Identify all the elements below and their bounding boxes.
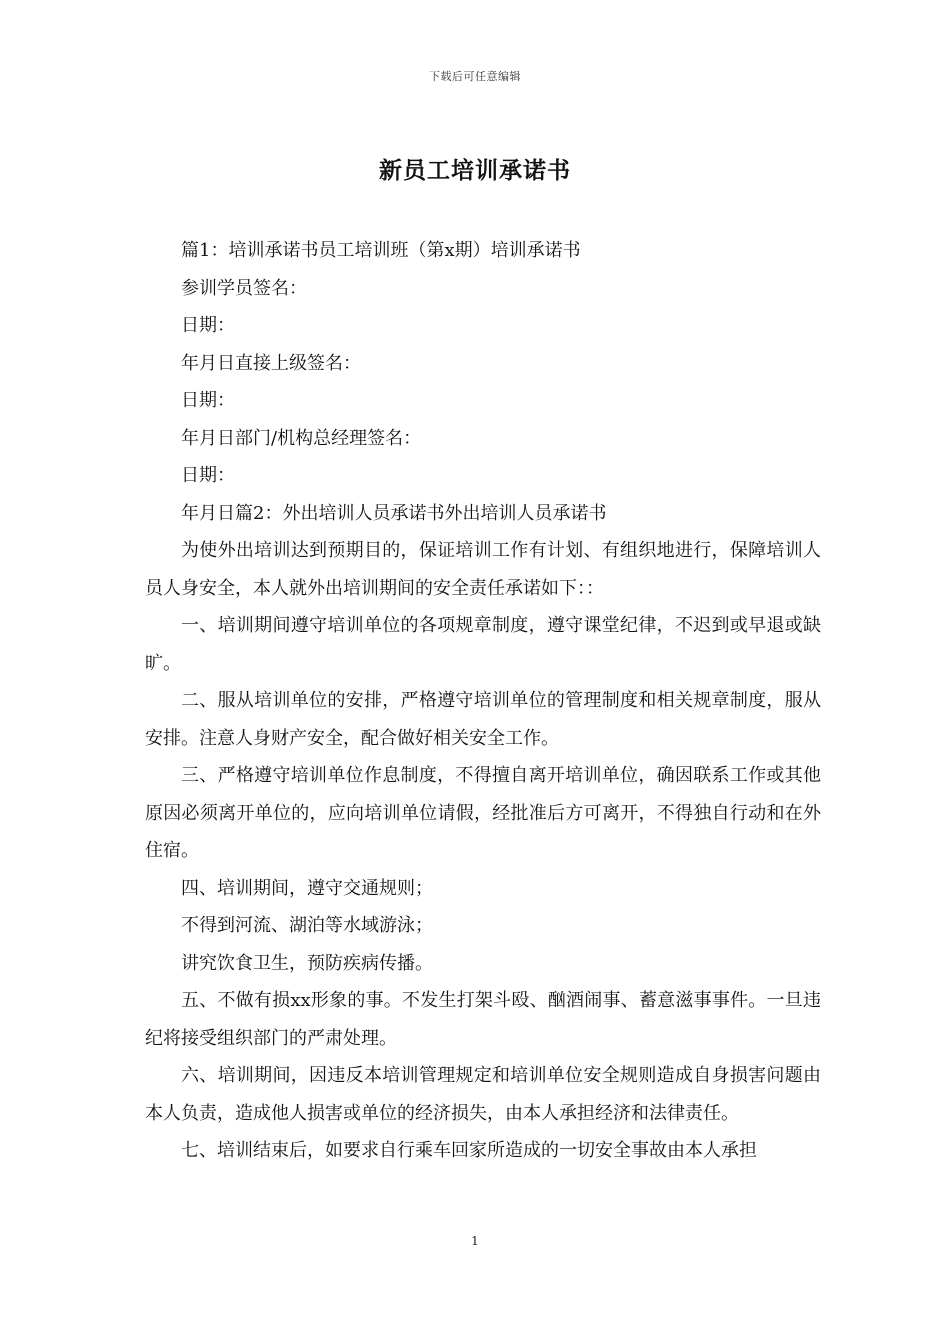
paragraph: 讲究饮食卫生，预防疾病传播。 (181, 952, 433, 974)
paragraph: 不得到河流、湖泊等水域游泳； (181, 915, 433, 936)
paragraph: 日期： (181, 315, 235, 336)
document-body (145, 232, 821, 1170)
paragraph: 日期： (181, 465, 235, 486)
paragraph: 七、培训结束后，如要求自行乘车回家所造成的一切安全事故由本人承担 (181, 1140, 757, 1161)
paragraph: 篇1：培训承诺书员工培训班（第x期）培训承诺书 (181, 240, 581, 261)
paragraph: 年月日部门/机构总经理签名： (181, 427, 422, 449)
paragraph: 三、严格遵守培训单位作息制度，不得擅自离开培训单位，确因联系工作或其他原因必须离开单位的，应向培训单位请假，经批准后方可离开，不得独自行动和在外住宿。 (145, 765, 821, 861)
page-number: 1 (471, 1234, 479, 1248)
document-title: 新员工培训承诺书 (379, 157, 571, 184)
paragraph: 二、服从培训单位的安排，严格遵守培训单位的管理制度和相关规章制度，服从安排。注意人身财产安全，配合做好相关安全工作。 (145, 690, 821, 749)
paragraph: 年月日篇2：外出培训人员承诺书外出培训人员承诺书 (181, 502, 607, 524)
paragraph: 六、培训期间，因违反本培训管理规定和培训单位安全规则造成自身损害问题由本人负责，造成他人损害或单位的经济损失，由本人承担经济和法律责任。 (145, 1065, 821, 1124)
header-note: 下载后可任意编辑 (429, 70, 521, 83)
paragraph: 参训学员签名： (181, 277, 307, 299)
paragraph: 五、不做有损xx形象的事。不发生打架斗殴、酗酒闹事、蓄意滋事事件。一旦违纪将接受组织部门的严肃处理。 (145, 990, 821, 1049)
paragraph: 一、培训期间遵守培训单位的各项规章制度，遵守课堂纪律，不迟到或早退或缺旷。 (145, 615, 821, 674)
paragraph: 为使外出培训达到预期目的，保证培训工作有计划、有组织地进行，保障培训人员人身安全，本人就外出培训期间的安全责任承诺如下：： (145, 540, 821, 599)
paragraph: 日期： (181, 390, 235, 411)
paragraph: 四、培训期间，遵守交通规则； (181, 877, 433, 899)
paragraph: 年月日直接上级签名： (181, 352, 361, 374)
